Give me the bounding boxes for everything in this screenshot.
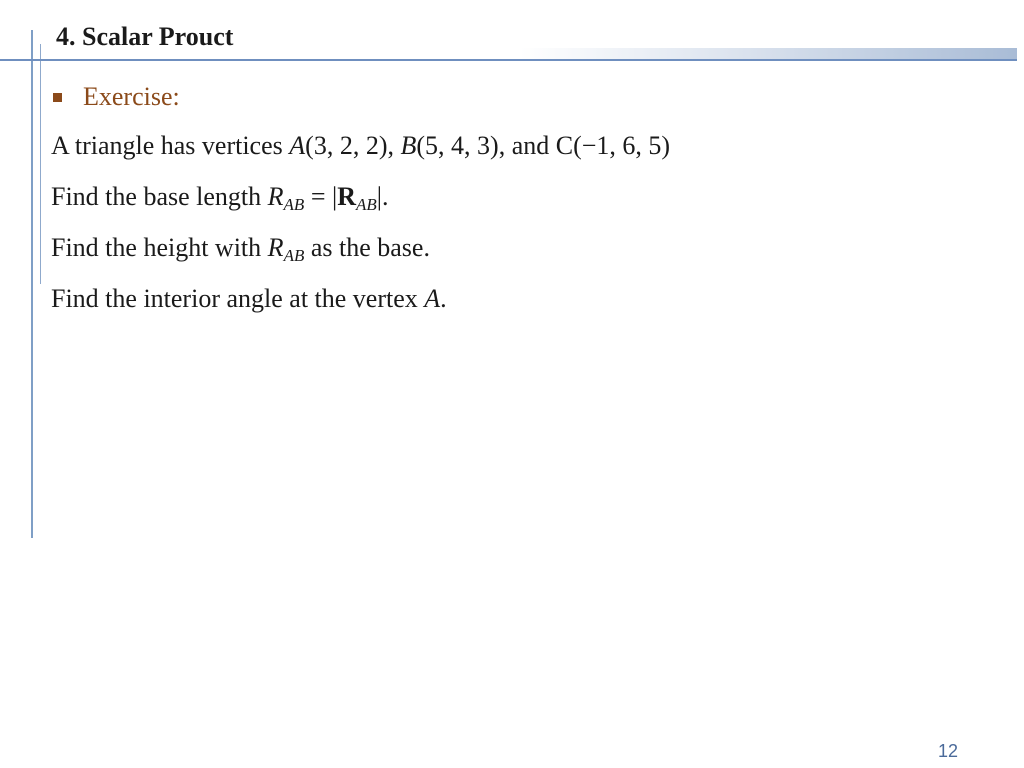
problem-line-height	[51, 233, 430, 263]
line4-end: .	[440, 284, 447, 313]
vertex-b-c-coords: (5, 4, 3), and C(−1, 6, 5)	[416, 131, 671, 160]
equals-abs: = |	[304, 182, 338, 211]
left-vertical-rule	[31, 30, 33, 538]
r-vector-symbol: R	[337, 182, 356, 211]
vertex-a-coords: (3, 2, 2),	[305, 131, 401, 160]
square-bullet-icon	[53, 93, 62, 102]
vertex-a-symbol-2: A	[424, 284, 441, 313]
abs-close: |.	[376, 182, 389, 211]
problem-line-vertices	[51, 131, 670, 161]
vertex-b-symbol: B	[400, 131, 417, 160]
exercise-bullet	[53, 82, 180, 112]
vertex-a-symbol: A	[289, 131, 306, 160]
header-rule	[0, 59, 1017, 61]
r-symbol-2: R	[267, 233, 284, 262]
r-subscript-2: AB	[283, 246, 305, 265]
page-number: 12	[938, 741, 959, 761]
r-vector-subscript: AB	[355, 195, 377, 214]
r-symbol: R	[267, 182, 284, 211]
problem-line-angle	[51, 284, 447, 314]
line4-text: Find the interior angle at the vertex	[51, 284, 425, 313]
inner-vertical-rule	[40, 44, 41, 284]
line2-text: Find the base length	[51, 182, 268, 211]
r-subscript: AB	[283, 195, 305, 214]
line3-end: as the base.	[304, 233, 430, 262]
problem-line-base-length	[51, 182, 388, 212]
line3-text: Find the height with	[51, 233, 268, 262]
line1-text: A triangle has vertices	[51, 131, 290, 160]
exercise-label: Exercise:	[83, 82, 180, 111]
slide-title: 4. Scalar Prouct	[56, 22, 234, 51]
